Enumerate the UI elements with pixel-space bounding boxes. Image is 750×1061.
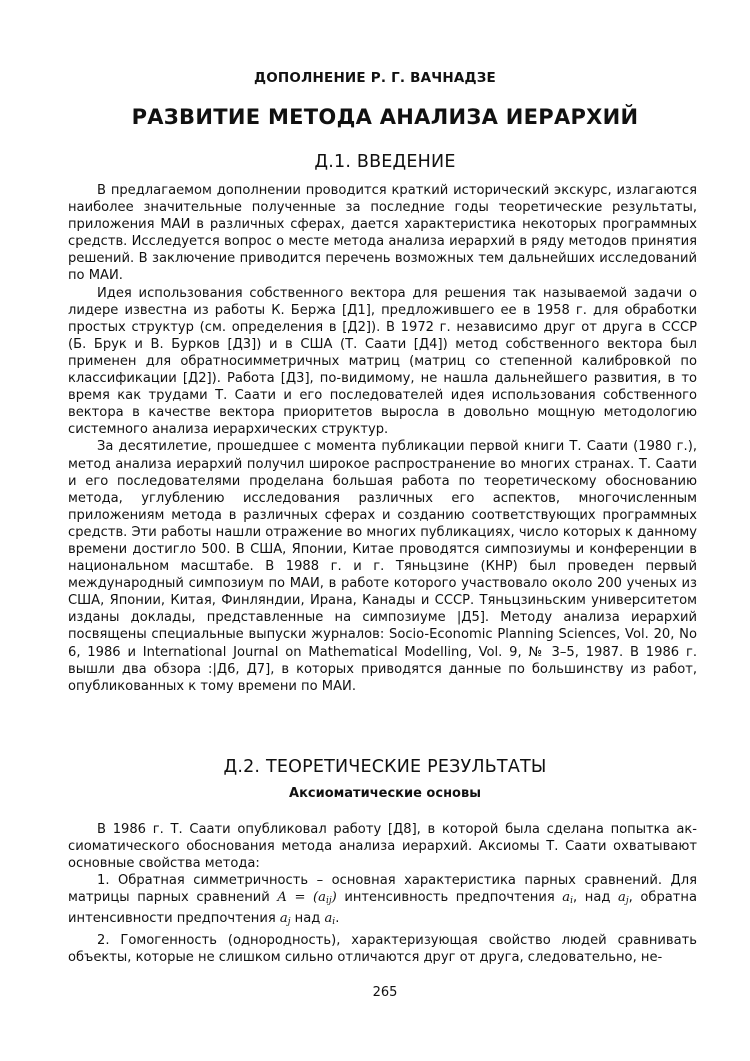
element-a-j: $a_j$	[279, 911, 291, 928]
paragraph: Идея использования собственного вектора для решения так называемой задачи о лидере известна из работы К. Бержа [Д1], предложившего ее в 1958 г. для обработки простых структур (см. определения в [Д2]). В 1972 г. независимо друг от друга в СССР (Б. Брук и В. Бурков [Д3]) и в США (Т. Саати [Д4]) метод собственного вектора был применен для обратносимметричных матриц (матриц со степенной калибровкой по классификации [Д2]). Работа [Д3], по-видимому, не нашла дальнейшего развития, в то время как трудами Т. Саати и его последователей идея использования собственного вектора в качестве вектора приоритетов выросла в довольно мощную методологию системного анализа иерархических структур.	[68, 285, 697, 438]
chapter-title: РАЗВИТИЕ МЕТОДА АНАЛИЗА ИЕРАРХИЙ	[131, 105, 639, 129]
section-2-body	[68, 821, 697, 966]
section-2-title: Д.2. ТЕОРЕТИЧЕСКИЕ РЕЗУЛЬТАТЫ	[223, 757, 547, 777]
page-number: 265	[372, 985, 398, 1000]
axiom-1-paragraph	[68, 872, 697, 931]
axiom-1-text: над	[290, 911, 325, 927]
axiom-1-text: 1. Обратная симметричность – основная характеристика парных сравнений. Для матрицы парных сравнений	[68, 873, 697, 906]
matrix-formula: $A = (a_{ij})$	[277, 890, 337, 907]
paragraph: В предлагаемом дополнении проводится краткий исторический экскурс, излагаются наиболее значительные полученные за последние годы теоретические результаты, приложения МАИ в различных сферах, дается характеристика некоторых программных средств. Исследуется вопрос о месте метода анализа иерархий в ряду методов принятия решений. В заключение приводится перечень возможных тем дальнейших исследований по МАИ.	[68, 183, 697, 284]
paragraph: В 1986 г. Т. Саати опубликовал работу [Д8], в которой была сделана попытка аксиоматического обоснования метода анализа иерархий. Аксиомы Т. Саати охватывают основные свойства метода:	[68, 822, 697, 872]
axiom-1-text: , над	[573, 890, 618, 906]
subsection-title: Аксиоматические основы	[289, 786, 481, 801]
paragraph: За десятилетие, прошедшее с момента публикации первой книги Т. Саати (1980 г.), метод анализа иерархий получил широкое распространение во многих странах. Т. Саати и его последователями проделана большая работа по теоретическому обоснованию метода, углублению исследования различных его аспектов, многочисленным приложениям метода в различных сферах и созданию соответствующих программных средств. Эти работы нашли отражение во многих публикациях, число которых к данному времени достигло 500. В США, Японии, Китае проводятся симпозиумы и конференции в национальном масштабе. В 1988 г. и г. Тяньцзине (КНР) был проведен первый международный симпозиум по МАИ, в работе которого участвовало около 200 ученых из США, Японии, Китая, Финляндии, Ирана, Канады и СССР. Тяньцзиньским университетом изданы доклады, представленные на симпозиуме |Д5]. Методу анализа иерархий посвящены специальные выпуски журналов: Socio-Economic Planning Sciences, Vol. 20, No 6, 1986 и International Journal on Mathematical Modelling, Vol. 9, № 3–5, 1987. В 1986 г. вышли два обзора :|Д6, Д7], в которых приводятся данные по большинству из работ, опубликованных к тому времени по МАИ.	[68, 439, 697, 694]
author-heading: ДОПОЛНЕНИЕ Р. Г. ВАЧНАДЗЕ	[254, 70, 496, 86]
section-1-title: Д.1. ВВЕДЕНИЕ	[314, 152, 456, 172]
axiom-1-text: .	[335, 911, 340, 927]
section-1-body	[68, 182, 697, 695]
axiom-1-text: интенсивность предпочтения	[336, 890, 563, 906]
axiom-1-text: , обратна интенсивности предпочтения	[68, 890, 697, 927]
element-a-j: $a_j$	[618, 890, 629, 907]
element-a-i: $a_i$	[324, 911, 336, 928]
element-a-i: $a_i$	[562, 890, 573, 907]
axiom-2-paragraph: 2. Гомогенность (однородность), характеризующая свойство людей сравнивать объекты, которые не слишком сильно отличаются друг от друга, следовательно, не-	[68, 932, 697, 965]
